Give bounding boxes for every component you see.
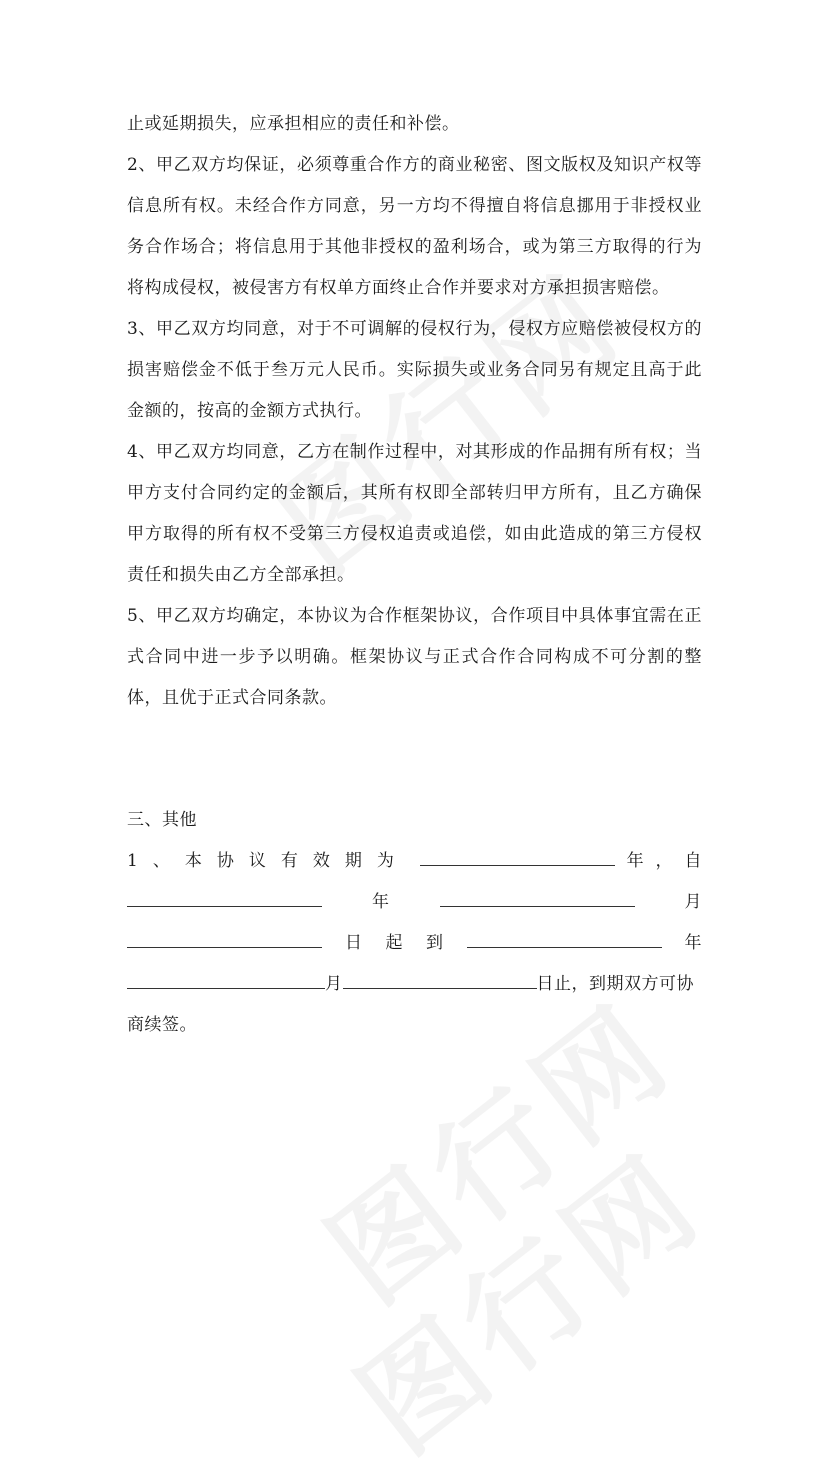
start-qi-label: 起 [385, 933, 403, 953]
clause-5: 5、甲乙双方均确定，本协议为合作框架协议，合作项目中具体事宜需在正式合同中进一步予以明确。框架协议与正式合作合同构成不可分割的整体，且优于正式合同条款。 [127, 606, 702, 708]
section-3 [127, 800, 702, 841]
term-line-1 [127, 841, 702, 882]
clause-4: 4、甲乙双方均同意，乙方在制作过程中，对其形成的作品拥有所有权；当甲方支付合同约定的金额后，其所有权即全部转归甲方所有，且乙方确保甲方取得的所有权不受第三方侵权追责或追偿，如由此造成的第三方侵权责任和损失由乙方全部承担。 [127, 442, 702, 585]
start-dao-label: 到 [426, 933, 444, 953]
term-line-2 [127, 882, 702, 923]
blank-start-day [127, 927, 322, 948]
term-comma: ， [655, 851, 674, 871]
blank-start-month [440, 886, 635, 907]
section-heading: 三、其他 [127, 810, 197, 830]
end-year-label: 年 [684, 933, 702, 953]
blank-years [420, 845, 615, 866]
blank-start-year [127, 886, 322, 907]
clause-continuation: 止或延期损失，应承担相应的责任和补偿。 [127, 114, 460, 134]
end-day-label: 日止，到期双方可协 [536, 974, 694, 994]
term-from-label: 自 [684, 851, 702, 871]
clause-3: 3、甲乙双方均同意，对于不可调解的侵权行为，侵权方应赔偿被侵权方的损害赔偿金不低于叁万元人民币。实际损失或业务合同另有规定且高于此金额的，按高的金额方式执行。 [127, 319, 702, 421]
start-day-label: 日 [345, 933, 363, 953]
term-prefix: 1、本协议有效期为 [127, 851, 409, 871]
term-line-3 [127, 923, 702, 964]
clause-2: 2、甲乙双方均保证，必须尊重合作方的商业秘密、图文版权及知识产权等信息所有权。未经合作方同意，另一方均不得擅自将信息挪用于非授权业务合作场合；将信息用于其他非授权的盈利场合，或为第三方取得的行为将构成侵权，被侵害方有权单方面终止合作并要求对方承担损害赔偿。 [127, 155, 702, 298]
section-2-clauses [127, 104, 702, 719]
start-month-label: 月 [684, 892, 702, 912]
blank-end-month [127, 968, 325, 989]
term-year-label: 年 [626, 851, 645, 871]
term-clause [127, 841, 702, 1046]
blank-end-year [467, 927, 662, 948]
term-line-4 [127, 964, 702, 1005]
start-year-label: 年 [372, 892, 390, 912]
blank-end-day [343, 968, 537, 989]
end-month-label: 月 [325, 974, 343, 994]
term-tail: 商续签。 [127, 1015, 197, 1035]
